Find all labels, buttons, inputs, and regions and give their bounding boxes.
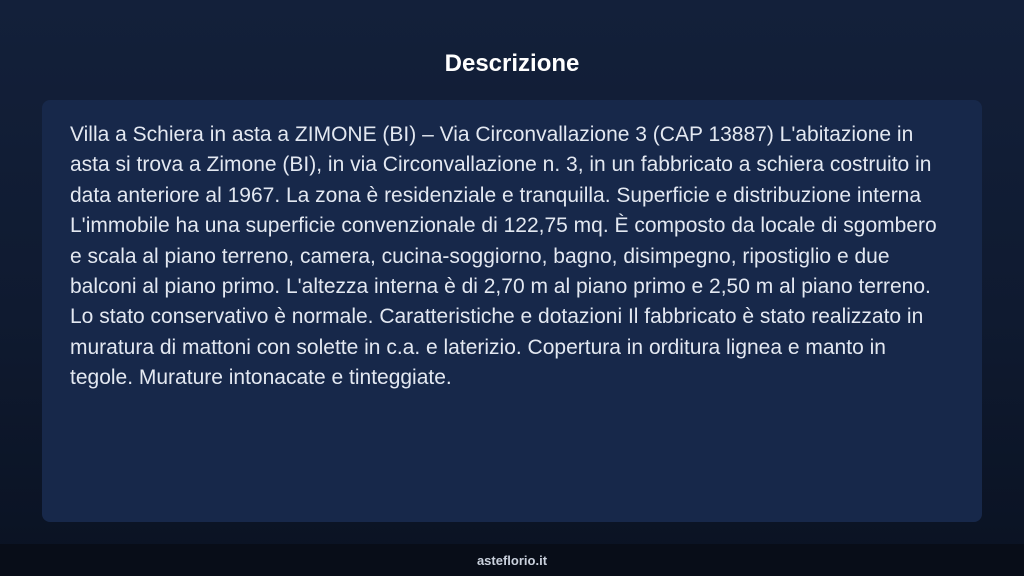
footer-bar [0,544,1024,576]
description-card [42,100,982,522]
footer-brand: asteflorio.it [476,552,548,568]
description-text: Villa a Schiera in asta a ZIMONE (BI) – Via Circonvallazione 3 (CAP 13887) L'abitazione in asta si trova a Zimone (BI), in via Circonvallazione n. 3, in un fabbricato a schiera costruito in data anteriore al 1967. La zona è residenziale e tranquilla. Superficie e distribuzione interna L'immobile ha una superficie convenzionale di 122,75 mq. È composto da locale di sgombero e scala al piano terreno, camera, cucina-soggiorno, bagno, disimpegno, ripostiglio e due balconi al piano primo. L'altezza interna è di 2,70 m al piano primo e 2,50 m al piano terreno. Lo stato conservativo è normale. Caratteristiche e dotazioni Il fabbricato è stato realizzato in muratura di mattoni con solette in c.a. e laterizio. Copertura in orditura lignea e manto in tegole. Murature intonacate e tinteggiate. [70,123,937,390]
page-title: Descrizione [444,50,580,77]
